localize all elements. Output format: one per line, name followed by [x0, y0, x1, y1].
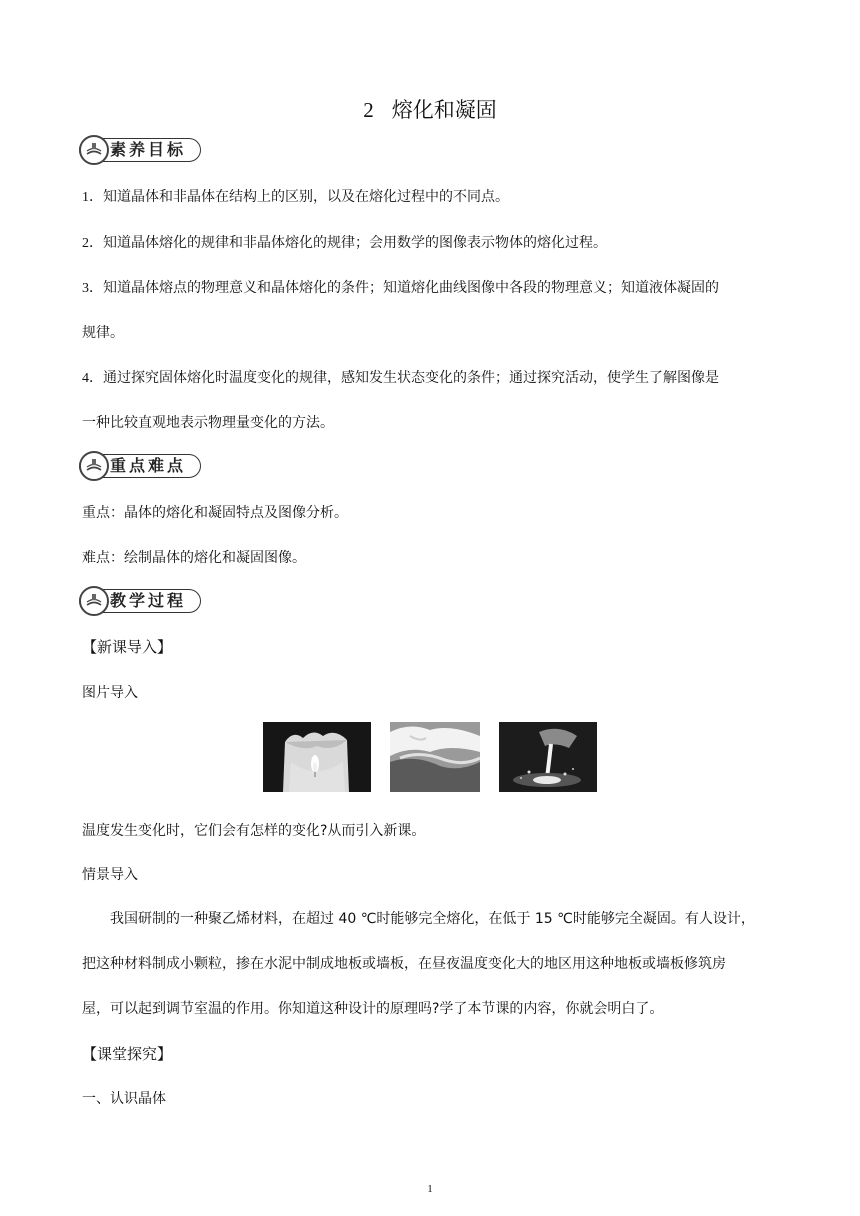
goal-continuation: 规律。 [82, 325, 124, 341]
section-badge-goals [79, 138, 201, 162]
new-lesson-heading: 【新课导入】 [82, 638, 173, 656]
goal-item [82, 232, 782, 252]
goal-item [82, 367, 782, 387]
lesson-title-text: 熔化和凝固 [391, 98, 497, 122]
picture-question: 温度发生变化时，它们会有怎样的变化?从而引入新课。 [82, 823, 426, 839]
section-badge-process [79, 589, 201, 613]
goal-number: 1． [82, 190, 103, 205]
goal-number: 2． [82, 236, 103, 251]
goal-text: 知道晶体和非晶体在结构上的区别，以及在熔化过程中的不同点。 [103, 189, 509, 205]
subsection-heading: 一、认识晶体 [82, 1091, 166, 1107]
goal-text: 知道晶体熔点的物理意义和晶体熔化的条件；知道熔化曲线图像中各段的物理意义；知道液体凝固的 [103, 280, 719, 296]
picture-intro-label: 图片导入 [82, 685, 138, 701]
ice-melt-photo [390, 722, 480, 792]
candle-photo [263, 722, 371, 792]
book-emblem-icon [79, 135, 109, 165]
book-emblem-icon [79, 451, 109, 481]
goal-continuation: 一种比较直观地表示物理量变化的方法。 [82, 415, 334, 431]
scene-paragraph-line: 我国研制的一种聚乙烯材料，在超过 40 ℃时能够完全熔化，在低于 15 ℃时能够完全凝固。有人设计， [110, 911, 755, 927]
goal-text: 知道晶体熔化的规律和非晶体熔化的规律；会用数学的图像表示物体的熔化过程。 [103, 235, 607, 251]
section-title: 重点难点 [110, 456, 187, 475]
book-emblem-icon [79, 586, 109, 616]
scene-paragraph-line: 把这种材料制成小颗粒，掺在水泥中制成地板或墙板，在昼夜温度变化大的地区用这种地板或墙板修筑房 [82, 956, 726, 972]
section-title: 素养目标 [110, 140, 187, 159]
goal-item [82, 277, 782, 297]
goal-number: 4． [82, 371, 103, 386]
focus-text: 重点：晶体的熔化和凝固特点及图像分析。 [82, 505, 348, 521]
lesson-number: 2 [363, 98, 374, 122]
scene-paragraph-line: 屋，可以起到调节室温的作用。你知道这种设计的原理吗?学了本节课的内容，你就会明白了。 [82, 1001, 664, 1017]
difficulty-text: 难点：绘制晶体的熔化和凝固图像。 [82, 550, 306, 566]
goal-text: 通过探究固体熔化时温度变化的规律，感知发生状态变化的条件；通过探究活动，使学生了解图像是 [103, 370, 719, 386]
molten-metal-photo [499, 722, 597, 792]
classroom-explore-heading: 【课堂探究】 [82, 1045, 173, 1063]
goal-number: 3． [82, 281, 103, 296]
section-title: 教学过程 [110, 591, 187, 610]
section-badge-key-points [79, 454, 201, 478]
goal-item [82, 186, 782, 206]
page-number: 1 [427, 1183, 433, 1195]
scene-intro-label: 情景导入 [82, 867, 138, 883]
lesson-title [0, 94, 860, 124]
